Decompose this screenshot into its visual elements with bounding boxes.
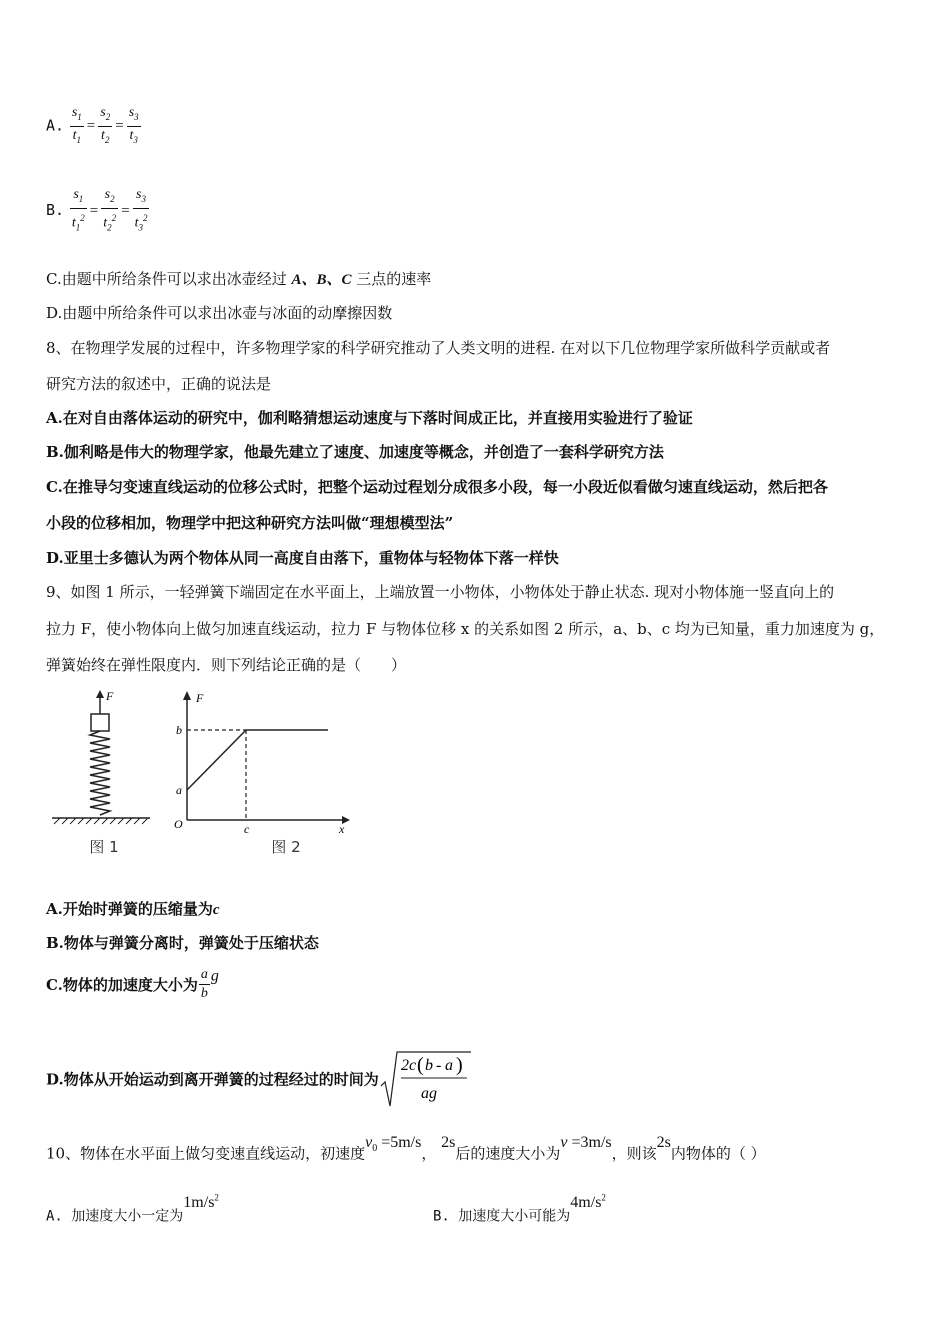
q7-option-c-points: A、B、C [291,272,352,288]
q9-option-a-var: c [212,902,220,918]
q10-time-2: 2s [656,1134,671,1151]
fraction: $\frac{s_1}{t_1^2}$ [71,187,85,233]
fig2-f-axis-label: F [196,691,204,705]
fig2-c-label: c [244,822,250,836]
figure-1-spring [52,689,150,856]
q10-stem-e: 内物体的（ ） [670,1144,766,1163]
q7-option-a[interactable]: A. $\frac{s_1}{t_1}$ = $\frac{s_2}{t_2}$ = $\frac{s_3}{t_3}$ [46,104,142,149]
fraction: $\frac{s_2}{t_2^2}$ [103,187,117,233]
fig1-force-label: F [106,689,114,703]
q7-option-d[interactable]: D.由题中所给条件可以求出冰壶与冰面的动摩擦因数 [46,304,393,322]
svg-text:a: a [444,1057,453,1074]
q9-option-c[interactable] [46,966,219,1003]
q9-option-a[interactable] [46,898,220,919]
q7-option-c[interactable] [46,268,431,289]
q10-v0-value: =5m/s [381,1134,422,1151]
q10-v-value: =3m/s [571,1134,612,1151]
gravity-symbol: g [210,967,219,985]
q7-option-b[interactable]: B. $\frac{s_1}{t_1^2}$ = $\frac{s_2}{t_2^2}$ = $\frac{s_3}{t_3^2}$ [46,186,150,236]
q9-option-b[interactable]: B.物体与弹簧分离时，弹簧处于压缩状态 [46,934,319,952]
fig2-origin-label: O [174,817,183,831]
q8-option-c-line2[interactable]: 小段的位移相加，物理学中把这种研究方法叫做“理想模型法” [46,514,454,532]
fig2-caption: 图 2 [271,838,301,856]
svg-text:ag: ag [420,1085,437,1102]
q9-stem-line3: 弹簧始终在弹性限度内．则下列结论正确的是（ ） [46,656,407,674]
q8-option-c-line1[interactable]: C.在推导匀变速直线运动的位移公式时，把整个运动过程划分成很多小段，每一小段近似看做匀速直线运动，然后把各 [46,478,828,496]
fig2-b-label: b [176,723,182,737]
q8-stem-line1: 8、在物理学发展的过程中，许多物理学家的科学研究推动了人类文明的进程. 在对以下几位物理学家所做科学贡献或者 [46,339,831,357]
q9-option-c-text: C.物体的加速度大小为 [46,976,198,994]
q8-option-b[interactable]: B.伽利略是伟大的物理学家，他最先建立了速度、加速度等概念，并创造了一套科学研究方法 [46,443,664,461]
q10-option-b[interactable] [433,1193,606,1225]
q8-option-a[interactable]: A.在对自由落体运动的研究中，伽利略猜想运动速度与下落时间成正比，并直接用实验进行了验证 [46,409,693,427]
svg-text:(: ( [416,1054,424,1076]
q10-option-a-text: A. 加速度大小一定为 [46,1208,184,1225]
sqrt-formula [379,1048,474,1110]
fig2-x-axis-label: x [339,822,345,836]
figure-2-graph [174,691,350,856]
q10-stem-d: ，则该 [611,1144,657,1163]
q8-stem-line2: 研究方法的叙述中，正确的说法是 [46,375,272,393]
q10-option-b-text: B. 加速度大小可能为 [433,1208,571,1225]
fig1-caption: 图 1 [89,838,119,856]
q7-option-b-label: B. [46,201,65,220]
fraction: $\frac{s_2}{t_2}$ [100,105,111,145]
q10-stem-b: ， [421,1144,437,1163]
q10-stem-a: 10、物体在水平面上做匀变速直线运动，初速度 [46,1144,366,1163]
q7-option-a-label: A. [46,116,65,135]
q10-final-velocity: v =3m/s [560,1134,612,1151]
svg-text:): ) [455,1054,463,1076]
q9-option-d[interactable] [46,1048,474,1110]
fig2-a-label: a [176,783,182,797]
fraction: $\frac{s_3}{t_3}$ [128,105,139,145]
q10-time: 2s [441,1134,456,1151]
q10-option-a[interactable] [46,1193,219,1225]
q9-figures [46,688,366,863]
q9-option-d-text: D.物体从开始运动到离开弹簧的过程经过的时间为 [46,1070,379,1089]
q10-stem-c: 后的速度大小为 [455,1144,561,1163]
q10-stem [46,1134,766,1164]
svg-text:2c: 2c [400,1057,416,1074]
fraction-a-over-b: $\frac{a}{b}$ [200,967,208,1001]
fraction: $\frac{s_3}{t_3^2}$ [134,187,148,233]
q10-option-a-value: $1m/s^2$ [183,1193,219,1212]
fraction: $\frac{s_1}{t_1}$ [71,105,82,145]
q7-option-c-text: C.由题中所给条件可以求出冰壶经过 [46,270,287,288]
svg-text:b: b [424,1057,433,1074]
q10-initial-velocity: $v_0 =5m/s$ [365,1134,422,1155]
q9-stem-line2: 拉力 F，使小物体向上做匀加速直线运动，拉力 F 与物体位移 x 的关系如图 2 所示，a、b、c 均为已知量，重力加速度为 g， [46,620,885,638]
q8-option-d[interactable]: D.亚里士多德认为两个物体从同一高度自由落下，重物体与轻物体下落一样快 [46,549,559,567]
q10-option-b-value: $4m/s^2$ [570,1193,606,1212]
q9-stem-line1: 9、如图 1 所示，一轻弹簧下端固定在水平面上，上端放置一小物体，小物体处于静止状态. 现对小物体施一竖直向上的 [46,583,835,601]
q9-option-a-text: A.开始时弹簧的压缩量为 [46,900,213,918]
q7-option-c-end: 三点的速率 [356,270,432,288]
svg-text:-: - [435,1057,442,1074]
